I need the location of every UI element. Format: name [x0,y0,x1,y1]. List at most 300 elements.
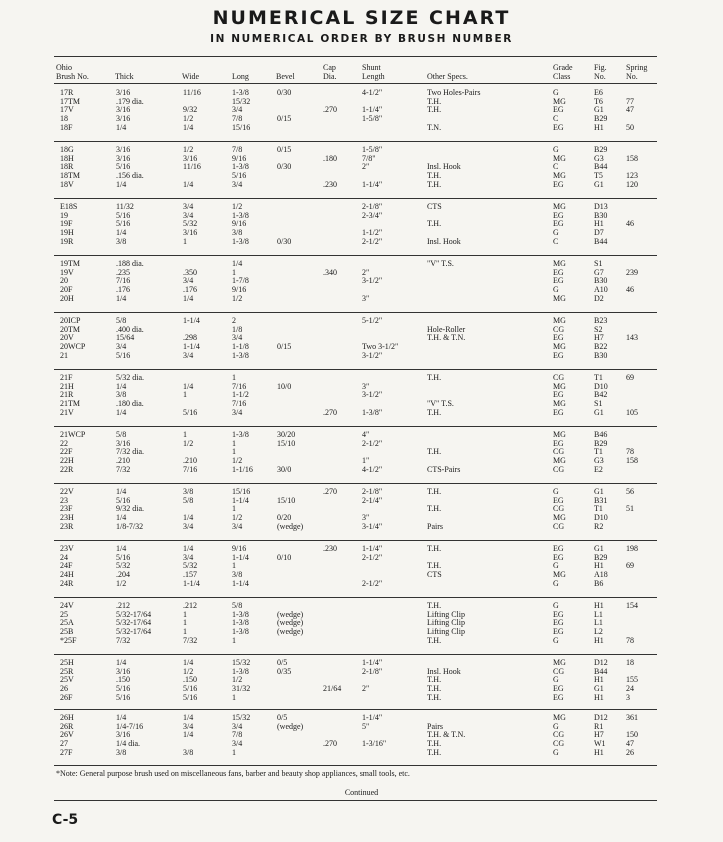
table-row [0,562,723,571]
cell-shunt-length: 3-1/2" [362,390,383,400]
cell-shunt-length: 1-1/4" [362,713,383,722]
cell-wide: 1 [183,390,187,400]
cell-fig-no: B44 [594,666,608,676]
cell-brush-no: 24H [60,570,74,580]
cell-long: 1/4 [232,259,243,268]
cell-thick: 1/4 dia. [116,739,140,749]
cell-thick: 3/16 [116,114,131,124]
cell-long: 1-1/4 [232,552,249,562]
cell-long: 15/16 [232,122,251,132]
cell-fig-no: T6 [594,96,603,106]
header-grade-class: Grade Class [553,63,573,81]
cell-other-specs: "V" T.S. [427,259,454,268]
cell-wide: 1/4 [183,122,194,132]
row-group [0,146,723,189]
cell-long: 15/32 [232,658,251,667]
cell-thick: 1/4 [116,713,127,722]
cell-grade-class: MG [553,342,566,352]
cell-shunt-length: 1-1/4" [362,179,383,189]
cell-brush-no: 24 [60,552,68,562]
cell-wide: 3/8 [183,747,194,757]
cell-fig-no: B23 [594,316,608,325]
cell-wide: 1/2 [183,114,194,124]
cell-fig-no: B30 [594,350,608,360]
cell-cap-dia: .340 [323,267,337,277]
cell-other-specs: CTS [427,202,442,211]
cell-fig-no: H1 [594,692,604,702]
continued-label: Continued [344,788,379,797]
cell-thick: 7/32 [116,464,131,474]
cell-other-specs: T.H. [427,675,442,685]
cell-long: 9/16 [232,544,247,553]
group-divider [54,198,657,199]
cell-long: 1 [232,373,236,382]
cell-long: 5/8 [232,601,243,610]
cell-spring-no: 26 [626,747,634,757]
cell-shunt-length: 1-3/16" [362,739,387,749]
cell-other-specs: T.H. [427,561,442,571]
cell-thick: 5/16 [116,162,131,172]
cell-bevel: 0/35 [277,666,292,676]
cell-fig-no: B29 [594,145,608,154]
cell-other-specs: T.H. [427,544,442,553]
cell-thick: 9/32 dia. [116,504,144,514]
cell-shunt-length: 1-1/4" [362,544,383,553]
cell-wide: 1/4 [183,381,194,391]
group-divider [54,312,657,313]
row-group [0,659,723,702]
cell-wide: 5/32 [183,219,198,229]
footer-rule [54,765,657,766]
cell-fig-no: G1 [594,105,604,115]
cell-long: 15/16 [232,487,251,496]
table-row [0,352,723,361]
cell-fig-no: G1 [594,684,604,694]
cell-grade-class: MG [553,399,566,409]
cell-long: 1-3/8 [232,609,249,619]
cell-long: 1-3/8 [232,236,249,246]
cell-grade-class: CG [553,324,565,334]
cell-grade-class: EG [553,618,564,628]
cell-brush-no: 25A [60,618,74,628]
cell-shunt-length: 5" [362,721,370,731]
cell-long: 1/8 [232,324,243,334]
cell-thick: 3/16 [116,105,131,115]
cell-shunt-length: 2" [362,267,370,277]
cell-wide: 7/16 [183,464,198,474]
cell-cap-dia: .270 [323,487,337,496]
cell-thick: 7/16 [116,276,131,286]
cell-long: 1-1/16 [232,464,253,474]
cell-fig-no: B22 [594,342,608,352]
cell-spring-no: 46 [626,219,634,229]
cell-spring-no: 47 [626,105,634,115]
cell-grade-class: EG [553,609,564,619]
cell-grade-class: G [553,561,559,571]
cell-other-specs: T.H. [427,684,442,694]
cell-grade-class: MG [553,202,566,211]
cell-wide: 3/4 [183,552,194,562]
cell-other-specs: T.H. [427,635,442,645]
cell-grade-class: G [553,721,559,731]
cell-thick: .400 dia. [116,324,144,334]
cell-fig-no: B42 [594,390,608,400]
cell-thick: .188 dia. [116,259,144,268]
row-group [0,89,723,132]
cell-grade-class: MG [553,658,566,667]
cell-grade-class: MG [553,381,566,391]
cell-grade-class: MG [553,259,566,268]
cell-other-specs: Insl. Hook [427,236,461,246]
cell-brush-no: 26 [60,684,68,694]
header-top-rule [54,56,657,57]
cell-other-specs: CTS [427,570,442,580]
cell-thick: 3/8 [116,747,127,757]
cell-wide: 11/16 [183,162,201,172]
cell-wide: 7/32 [183,635,198,645]
cell-long: 7/8 [232,145,243,154]
cell-long: 1/2 [232,675,243,685]
cell-grade-class: CG [553,730,565,740]
cell-shunt-length: 2-1/2" [362,578,383,588]
cell-wide: .176 [183,285,197,295]
cell-long: 1-3/8 [232,627,249,637]
cell-long: 9/16 [232,285,247,295]
cell-shunt-length: 3-1/4" [362,521,383,531]
cell-spring-no: 155 [626,675,638,685]
cell-shunt-length: 1-1/4" [362,658,383,667]
cell-bevel: 15/10 [277,438,296,448]
cell-fig-no: D7 [594,228,604,238]
cell-wide: 1/4 [183,293,194,303]
cell-long: 2 [232,316,236,325]
cell-wide: 1/4 [183,730,194,740]
cell-spring-no: 50 [626,122,634,132]
cell-fig-no: D10 [594,513,608,523]
cell-fig-no: H1 [594,675,604,685]
cell-grade-class: CG [553,521,565,531]
cell-wide: 1 [183,627,187,637]
header-spring-no: Spring No. [626,63,648,81]
cell-fig-no: L2 [594,627,603,637]
cell-fig-no: T1 [594,373,603,382]
cell-spring-no: 105 [626,407,638,417]
cell-grade-class: MG [553,293,566,303]
cell-long: 3/4 [232,105,243,115]
cell-bevel: 0/15 [277,114,292,124]
cell-other-specs: Hole-Roller [427,324,466,334]
cell-grade-class: EG [553,333,564,343]
cell-long: 5/16 [232,171,247,181]
cell-grade-class: G [553,675,559,685]
cell-brush-no: 21V [60,407,74,417]
cell-thick: .179 dia. [116,96,144,106]
cell-fig-no: D10 [594,381,608,391]
row-group [0,374,723,417]
cell-other-specs: T.H. [427,96,442,106]
cell-brush-no: 22R [60,464,74,474]
cell-grade-class: G [553,145,559,154]
table-row [0,115,723,124]
cell-fig-no: B29 [594,438,608,448]
cell-thick: 5/32 dia. [116,373,144,382]
cell-grade-class: C [553,162,559,172]
table-row [0,317,723,326]
cell-grade-class: G [553,601,559,610]
cell-spring-no: 123 [626,171,638,181]
cell-fig-no: G1 [594,544,604,553]
cell-brush-no: 18 [60,114,68,124]
cell-brush-no: 20 [60,276,68,286]
cell-wide: 1/4 [183,179,194,189]
cell-spring-no: 78 [626,447,634,457]
row-group [0,545,723,588]
cell-shunt-length: 3" [362,293,370,303]
cell-thick: 3/16 [116,145,131,154]
table-row [0,277,723,286]
group-divider [54,597,657,598]
cell-thick: 1/4 [116,122,127,132]
cell-wide: 1 [183,430,187,439]
cell-long: 1-1/2 [232,390,249,400]
cell-other-specs: "V" T.S. [427,399,454,409]
cell-fig-no: L1 [594,609,603,619]
cell-thick: 1/4 [116,544,127,553]
cell-shunt-length: 4" [362,430,370,439]
cell-brush-no: 22 [60,438,68,448]
cell-fig-no: H1 [594,601,604,610]
cell-thick: .156 dia. [116,171,144,181]
cell-long: 1-1/8 [232,342,249,352]
cell-grade-class: CG [553,464,565,474]
cell-grade-class: EG [553,692,564,702]
row-group [0,317,723,360]
cell-shunt-length: 5-1/2" [362,316,383,325]
table-row [0,295,723,304]
cell-fig-no: R1 [594,721,604,731]
group-divider [54,654,657,655]
cell-shunt-length: 2-1/4" [362,495,383,505]
group-divider [54,540,657,541]
cell-thick: 1/4 [116,228,127,238]
header-wide: Wide [182,72,200,81]
table-row [0,440,723,449]
cell-brush-no: 27 [60,739,68,749]
group-divider [54,426,657,427]
cell-grade-class: MG [553,513,566,523]
cell-wide: 1/2 [183,438,194,448]
table-row [0,749,723,758]
cell-brush-no: 23R [60,521,74,531]
cell-shunt-length: 3-1/2" [362,276,383,286]
table-row [0,628,723,637]
cell-fig-no: E6 [594,88,603,97]
table-row [0,740,723,749]
cell-long: 1 [232,438,236,448]
cell-other-specs: CTS-Pairs [427,464,461,474]
cell-brush-no: 20H [60,293,74,303]
cell-brush-no: 21WCP [60,430,86,439]
cell-brush-no: E18S [60,202,78,211]
cell-long: 1 [232,504,236,514]
cell-other-specs: Lifting Clip [427,618,465,628]
cell-wide: 3/16 [183,228,198,238]
cell-spring-no: 77 [626,96,634,106]
cell-fig-no: D12 [594,713,608,722]
cell-brush-no: 20V [60,333,74,343]
table-row [0,497,723,506]
cell-long: 1-3/8 [232,162,249,172]
cell-brush-no: 25 [60,609,68,619]
table-row [0,685,723,694]
cell-fig-no: H7 [594,730,604,740]
group-divider [54,141,657,142]
cell-wide: 1 [183,236,187,246]
cell-grade-class: CG [553,504,565,514]
cell-spring-no: 56 [626,487,634,496]
cell-shunt-length: Two 3-1/2" [362,342,399,352]
cell-thick: 5/16 [116,210,131,220]
cell-fig-no: T5 [594,171,603,181]
cell-wide: 3/4 [183,210,194,220]
cell-thick: .235 [116,267,130,277]
cell-brush-no: 18H [60,153,74,163]
cell-bevel: 0/15 [277,145,292,154]
cell-grade-class: EG [553,122,564,132]
cell-thick: 1/4 [116,487,127,496]
table-row [0,637,723,646]
cell-fig-no: G1 [594,179,604,189]
table-row [0,580,723,589]
cell-grade-class: MG [553,316,566,325]
cell-long: 1 [232,747,236,757]
cell-bevel: (wedge) [277,627,304,637]
cell-fig-no: B44 [594,162,608,172]
cell-brush-no: 23H [60,513,74,523]
cell-brush-no: 23F [60,504,73,514]
cell-bevel: 0/30 [277,162,292,172]
group-divider [54,369,657,370]
cell-brush-no: 20WCP [60,342,86,352]
cell-cap-dia: .230 [323,544,337,553]
cell-brush-no: 21H [60,381,74,391]
cell-long: 1-3/8 [232,618,249,628]
cell-fig-no: G1 [594,487,604,496]
cell-thick: 1/4 [116,658,127,667]
cell-bevel: 10/0 [277,381,292,391]
cell-long: 7/16 [232,381,247,391]
cell-grade-class: EG [553,105,564,115]
cell-wide: .210 [183,456,197,466]
cell-spring-no: 239 [626,267,638,277]
cell-thick: 3/8 [116,236,127,246]
cell-thick: 1/4 [116,179,127,189]
cell-spring-no: 120 [626,179,638,189]
cell-bevel: 30/0 [277,464,292,474]
cell-grade-class: CG [553,739,565,749]
cell-other-specs: T.H. [427,487,442,496]
cell-cap-dia: .270 [323,105,337,115]
cell-long: 1 [232,267,236,277]
cell-other-specs: T.H. [427,504,442,514]
cell-brush-no: 21F [60,373,73,382]
cell-grade-class: EG [553,219,564,229]
cell-brush-no: 19 [60,210,68,220]
row-group [0,431,723,474]
cell-brush-no: 25V [60,675,74,685]
cell-brush-no: 22F [60,447,73,457]
cell-brush-no: 26H [60,713,74,722]
cell-thick: .210 [116,456,130,466]
cell-wide: 1/4 [183,544,194,553]
cell-wide: 3/4 [183,521,194,531]
cell-wide: 1 [183,609,187,619]
cell-shunt-length: 4-1/2" [362,88,383,97]
table-row [0,212,723,221]
cell-spring-no: 78 [626,635,634,645]
header-cap-dia: Cap Dia. [323,63,337,81]
cell-brush-no: 19F [60,219,73,229]
cell-fig-no: S1 [594,259,603,268]
cell-bevel: (wedge) [277,521,304,531]
cell-shunt-length: 1" [362,456,370,466]
cell-thick: .150 [116,675,130,685]
header-fig-no: Fig. No. [594,63,607,81]
cell-thick: 5/16 [116,684,131,694]
cell-grade-class: EG [553,276,564,286]
cell-thick: 5/16 [116,495,131,505]
cell-thick: .204 [116,570,130,580]
cell-other-specs: T.H. [427,447,442,457]
cell-long: 7/8 [232,730,243,740]
cell-wide: 3/4 [183,276,194,286]
cell-thick: 5/32-17/64 [116,609,152,619]
cell-other-specs: Insl. Hook [427,162,461,172]
cell-thick: 15/64 [116,333,135,343]
cell-wide: 1/4 [183,513,194,523]
cell-thick: 7/32 dia. [116,447,144,457]
cell-brush-no: 24R [60,578,74,588]
cell-wide: 3/4 [183,350,194,360]
cell-grade-class: EG [553,407,564,417]
cell-brush-no: 21 [60,350,68,360]
cell-fig-no: H1 [594,561,604,571]
cell-long: 7/8 [232,114,243,124]
group-divider [54,483,657,484]
cell-fig-no: H1 [594,219,604,229]
header-shunt-length: Shunt Length [362,63,385,81]
cell-wide: 9/32 [183,105,198,115]
cell-grade-class: G [553,228,559,238]
cell-long: 1-1/4 [232,578,249,588]
cell-spring-no: 69 [626,561,634,571]
cell-other-specs: T.H. [427,171,442,181]
cell-other-specs: T.H. [427,179,442,189]
cell-brush-no: 26F [60,692,73,702]
cell-fig-no: H1 [594,747,604,757]
cell-other-specs: Insl. Hook [427,666,461,676]
cell-long: 3/8 [232,570,243,580]
cell-bevel: (wedge) [277,721,304,731]
cell-brush-no: 17TM [60,96,80,106]
cell-wide: 1/4 [183,713,194,722]
group-divider [54,83,657,84]
cell-thick: 1/4 [116,293,127,303]
cell-fig-no: G3 [594,456,604,466]
footnote: *Note: General purpose brush used on miscellaneous fans, barber and beauty shop appliances, small tools, etc. [56,769,410,778]
cell-long: 15/32 [232,96,251,106]
cell-shunt-length: 1-5/8" [362,145,383,154]
